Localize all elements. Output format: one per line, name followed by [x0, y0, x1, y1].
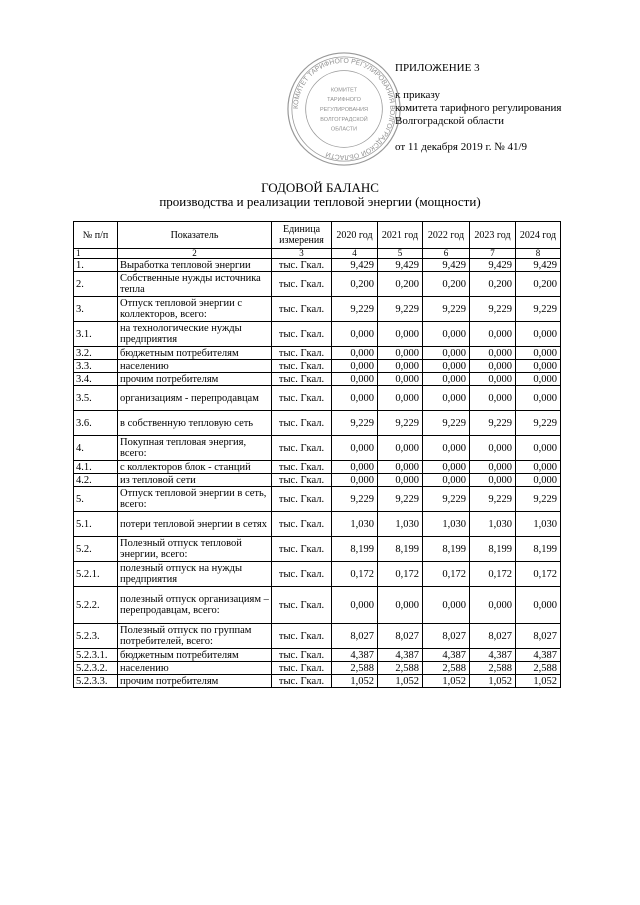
header-cell: 2024 год [516, 222, 561, 249]
row-value-cell: 2,588 [470, 662, 516, 675]
row-code-cell: 5.2.3.3. [74, 675, 118, 688]
row-unit-cell: тыс. Гкал. [272, 562, 332, 587]
row-value-cell: 2,588 [516, 662, 561, 675]
row-value-cell: 0,000 [516, 322, 561, 347]
row-value-cell: 1,052 [332, 675, 378, 688]
row-value-cell: 9,229 [470, 411, 516, 436]
row-value-cell: 9,229 [470, 487, 516, 512]
row-value-cell: 9,229 [378, 297, 423, 322]
row-value-cell: 0,172 [516, 562, 561, 587]
row-value-cell: 9,429 [516, 259, 561, 272]
index-cell: 5 [378, 249, 423, 259]
appendix-block [395, 62, 561, 154]
row-unit-cell: тыс. Гкал. [272, 373, 332, 386]
index-cell: 3 [272, 249, 332, 259]
row-unit-cell: тыс. Гкал. [272, 512, 332, 537]
row-value-cell: 0,200 [516, 272, 561, 297]
row-value-cell: 0,000 [423, 347, 470, 360]
row-code-cell: 4. [74, 436, 118, 461]
row-value-cell: 8,027 [332, 624, 378, 649]
row-value-cell: 9,229 [332, 411, 378, 436]
table-row [74, 487, 561, 512]
row-unit-cell: тыс. Гкал. [272, 487, 332, 512]
row-value-cell: 1,052 [378, 675, 423, 688]
table-row [74, 297, 561, 322]
row-value-cell: 0,000 [378, 373, 423, 386]
row-value-cell: 4,387 [378, 649, 423, 662]
row-value-cell: 8,199 [423, 537, 470, 562]
row-value-cell: 0,000 [423, 436, 470, 461]
row-value-cell: 8,027 [423, 624, 470, 649]
index-cell: 6 [423, 249, 470, 259]
row-value-cell: 4,387 [332, 649, 378, 662]
balance-table [73, 221, 561, 688]
row-name-cell: Выработка тепловой энергии [118, 259, 272, 272]
header-cell: 2021 год [378, 222, 423, 249]
index-cell: 7 [470, 249, 516, 259]
row-name-cell: потери тепловой энергии в сетях [118, 512, 272, 537]
row-unit-cell: тыс. Гкал. [272, 386, 332, 411]
header-cell: № п/п [74, 222, 118, 249]
table-body [74, 259, 561, 688]
row-code-cell: 5.2.3. [74, 624, 118, 649]
row-unit-cell: тыс. Гкал. [272, 461, 332, 474]
row-code-cell: 3.1. [74, 322, 118, 347]
row-value-cell: 2,588 [378, 662, 423, 675]
row-value-cell: 0,172 [470, 562, 516, 587]
document-subtitle: производства и реализации тепловой энергии (мощности) [159, 194, 481, 209]
row-value-cell: 9,229 [516, 411, 561, 436]
table-row [74, 662, 561, 675]
row-unit-cell: тыс. Гкал. [272, 624, 332, 649]
row-unit-cell: тыс. Гкал. [272, 587, 332, 624]
row-unit-cell: тыс. Гкал. [272, 474, 332, 487]
table-row [74, 474, 561, 487]
row-value-cell: 0,000 [378, 436, 423, 461]
row-value-cell: 0,172 [423, 562, 470, 587]
stamp-center-line: ОБЛАСТИ [330, 126, 358, 133]
row-code-cell: 2. [74, 272, 118, 297]
row-unit-cell: тыс. Гкал. [272, 537, 332, 562]
row-value-cell: 1,052 [516, 675, 561, 688]
row-code-cell: 5.2.2. [74, 587, 118, 624]
row-value-cell: 0,200 [378, 272, 423, 297]
row-value-cell: 0,000 [332, 386, 378, 411]
table-row [74, 624, 561, 649]
appendix-order-lines [395, 89, 561, 128]
row-value-cell: 0,000 [423, 360, 470, 373]
row-name-cell: прочим потребителям [118, 675, 272, 688]
row-value-cell: 4,387 [516, 649, 561, 662]
row-value-cell: 1,030 [332, 512, 378, 537]
table-row [74, 259, 561, 272]
row-value-cell: 0,000 [378, 347, 423, 360]
row-value-cell: 0,000 [332, 373, 378, 386]
table-row [74, 537, 561, 562]
header-cell: Единица измерения [272, 222, 332, 249]
row-name-cell: бюджетным потребителям [118, 649, 272, 662]
row-value-cell: 0,000 [378, 386, 423, 411]
row-value-cell: 0,000 [470, 474, 516, 487]
table-row [74, 562, 561, 587]
row-value-cell: 1,052 [470, 675, 516, 688]
row-code-cell: 3.3. [74, 360, 118, 373]
table-index-row [74, 249, 561, 259]
row-name-cell: Собственные нужды источника тепла [118, 272, 272, 297]
row-unit-cell: тыс. Гкал. [272, 259, 332, 272]
row-name-cell: бюджетным потребителям [118, 347, 272, 360]
row-value-cell: 9,229 [332, 487, 378, 512]
row-value-cell: 0,000 [378, 587, 423, 624]
row-value-cell: 0,000 [423, 322, 470, 347]
row-unit-cell: тыс. Гкал. [272, 272, 332, 297]
row-value-cell: 0,200 [332, 272, 378, 297]
row-unit-cell: тыс. Гкал. [272, 411, 332, 436]
row-value-cell: 0,000 [470, 347, 516, 360]
row-value-cell: 9,229 [332, 297, 378, 322]
row-code-cell: 5.2.3.2. [74, 662, 118, 675]
row-value-cell: 0,000 [332, 436, 378, 461]
row-value-cell: 0,000 [423, 386, 470, 411]
stamp-center-line: РЕГУЛИРОВАНИЯ [319, 106, 369, 113]
row-value-cell: 0,000 [516, 373, 561, 386]
row-value-cell: 2,588 [332, 662, 378, 675]
row-name-cell: Покупная тепловая энергия, всего: [118, 436, 272, 461]
row-value-cell: 0,000 [378, 322, 423, 347]
row-value-cell: 0,000 [332, 360, 378, 373]
table-row [74, 587, 561, 624]
table-row [74, 675, 561, 688]
row-unit-cell: тыс. Гкал. [272, 649, 332, 662]
row-value-cell: 0,000 [332, 461, 378, 474]
appendix-date: от 11 декабря 2019 г. № 41/9 [395, 141, 528, 153]
row-value-cell: 0,000 [423, 373, 470, 386]
header-cell: Показатель [118, 222, 272, 249]
row-code-cell: 4.2. [74, 474, 118, 487]
index-cell: 8 [516, 249, 561, 259]
row-value-cell: 0,000 [378, 360, 423, 373]
row-value-cell: 0,000 [378, 461, 423, 474]
row-value-cell: 0,000 [332, 474, 378, 487]
row-unit-cell: тыс. Гкал. [272, 297, 332, 322]
header-cell: 2022 год [423, 222, 470, 249]
row-value-cell: 0,200 [423, 272, 470, 297]
row-unit-cell: тыс. Гкал. [272, 347, 332, 360]
row-unit-cell: тыс. Гкал. [272, 675, 332, 688]
row-value-cell: 4,387 [470, 649, 516, 662]
row-code-cell: 3.5. [74, 386, 118, 411]
row-code-cell: 3.2. [74, 347, 118, 360]
table-row [74, 373, 561, 386]
row-code-cell: 1. [74, 259, 118, 272]
row-code-cell: 5.2. [74, 537, 118, 562]
row-unit-cell: тыс. Гкал. [272, 662, 332, 675]
index-cell: 1 [74, 249, 118, 259]
row-value-cell: 1,030 [423, 512, 470, 537]
row-value-cell: 0,000 [470, 360, 516, 373]
table-row [74, 322, 561, 347]
row-value-cell: 0,000 [516, 360, 561, 373]
row-value-cell: 9,429 [332, 259, 378, 272]
row-code-cell: 3.4. [74, 373, 118, 386]
row-unit-cell: тыс. Гкал. [272, 360, 332, 373]
row-name-cell: прочим потребителям [118, 373, 272, 386]
row-code-cell: 5.2.3.1. [74, 649, 118, 662]
row-name-cell: полезный отпуск организациям – перепродавцам, всего: [118, 587, 272, 624]
row-value-cell: 1,030 [470, 512, 516, 537]
row-name-cell: Полезный отпуск по группам потребителей, всего: [118, 624, 272, 649]
table-row [74, 436, 561, 461]
row-value-cell: 0,000 [516, 474, 561, 487]
row-value-cell: 9,229 [423, 297, 470, 322]
index-cell: 2 [118, 249, 272, 259]
header-cell: 2020 год [332, 222, 378, 249]
document-title: ГОДОВОЙ БАЛАНС [261, 180, 379, 195]
appendix-line: комитета тарифного регулирования [395, 102, 562, 114]
row-value-cell: 8,199 [516, 537, 561, 562]
row-name-cell: полезный отпуск на нужды предприятия [118, 562, 272, 587]
row-code-cell: 5.1. [74, 512, 118, 537]
row-code-cell: 3. [74, 297, 118, 322]
row-value-cell: 0,000 [423, 587, 470, 624]
index-cell: 4 [332, 249, 378, 259]
row-name-cell: Отпуск тепловой энергии в сеть, всего: [118, 487, 272, 512]
table-row [74, 411, 561, 436]
header-cell: 2023 год [470, 222, 516, 249]
row-value-cell: 9,229 [423, 487, 470, 512]
row-value-cell: 1,030 [516, 512, 561, 537]
row-code-cell: 3.6. [74, 411, 118, 436]
row-value-cell: 0,000 [423, 474, 470, 487]
row-value-cell: 8,199 [332, 537, 378, 562]
row-value-cell: 9,429 [470, 259, 516, 272]
row-value-cell: 0,000 [470, 386, 516, 411]
table-header-row [74, 222, 561, 249]
row-value-cell: 4,387 [423, 649, 470, 662]
row-value-cell: 0,000 [470, 322, 516, 347]
row-value-cell: 8,027 [516, 624, 561, 649]
table-row [74, 347, 561, 360]
appendix-line: к приказу [395, 89, 441, 101]
row-value-cell: 0,000 [423, 461, 470, 474]
row-name-cell: населению [118, 662, 272, 675]
row-value-cell: 0,000 [332, 347, 378, 360]
stamp-center-line: КОМИТЕТ [330, 87, 358, 94]
table-row [74, 360, 561, 373]
row-value-cell: 0,000 [516, 386, 561, 411]
row-value-cell: 2,588 [423, 662, 470, 675]
row-value-cell: 9,229 [470, 297, 516, 322]
appendix-title: ПРИЛОЖЕНИЕ 3 [395, 62, 480, 74]
row-value-cell: 8,199 [470, 537, 516, 562]
row-value-cell: 9,429 [378, 259, 423, 272]
row-value-cell: 0,000 [470, 436, 516, 461]
row-name-cell: из тепловой сети [118, 474, 272, 487]
row-code-cell: 5. [74, 487, 118, 512]
row-value-cell: 9,229 [516, 297, 561, 322]
row-name-cell: на технологические нужды предприятия [118, 322, 272, 347]
row-value-cell: 0,000 [470, 587, 516, 624]
row-value-cell: 0,000 [470, 373, 516, 386]
row-name-cell: с коллекторов блок - станций [118, 461, 272, 474]
row-value-cell: 0,172 [378, 562, 423, 587]
stamp-center-line: ТАРИФНОГО [327, 97, 361, 104]
table-row [74, 272, 561, 297]
row-name-cell: населению [118, 360, 272, 373]
table-row [74, 461, 561, 474]
row-value-cell: 0,000 [470, 461, 516, 474]
row-value-cell: 0,000 [516, 347, 561, 360]
row-value-cell: 8,199 [378, 537, 423, 562]
row-value-cell: 9,429 [423, 259, 470, 272]
row-name-cell: в собственную тепловую сеть [118, 411, 272, 436]
row-value-cell: 9,229 [378, 487, 423, 512]
row-value-cell: 0,172 [332, 562, 378, 587]
row-value-cell: 8,027 [378, 624, 423, 649]
stamp-ring-text: КОМИТЕТ ТАРИФНОГО РЕГУЛИРОВАНИЯ ВОЛГОГРАДСКОЙ ОБЛАСТИ [292, 57, 396, 161]
stamp-center-line: ВОЛГОГРАДСКОЙ [320, 116, 368, 123]
row-value-cell: 1,030 [378, 512, 423, 537]
seal-stamp-icon [285, 50, 403, 168]
row-value-cell: 0,000 [516, 436, 561, 461]
row-unit-cell: тыс. Гкал. [272, 322, 332, 347]
row-value-cell: 9,229 [378, 411, 423, 436]
row-name-cell: организациям - перепродавцам [118, 386, 272, 411]
row-name-cell: Отпуск тепловой энергии с коллекторов, всего: [118, 297, 272, 322]
row-value-cell: 9,229 [516, 487, 561, 512]
row-value-cell: 0,000 [516, 461, 561, 474]
row-value-cell: 9,229 [423, 411, 470, 436]
table-row [74, 649, 561, 662]
appendix-line: Волгоградской области [395, 115, 504, 127]
row-name-cell: Полезный отпуск тепловой энергии, всего: [118, 537, 272, 562]
row-value-cell: 0,200 [470, 272, 516, 297]
row-value-cell: 8,027 [470, 624, 516, 649]
row-value-cell: 0,000 [378, 474, 423, 487]
row-value-cell: 0,000 [516, 587, 561, 624]
row-value-cell: 1,052 [423, 675, 470, 688]
row-code-cell: 4.1. [74, 461, 118, 474]
table-row [74, 512, 561, 537]
row-value-cell: 0,000 [332, 587, 378, 624]
row-code-cell: 5.2.1. [74, 562, 118, 587]
table-row [74, 386, 561, 411]
row-unit-cell: тыс. Гкал. [272, 436, 332, 461]
row-value-cell: 0,000 [332, 322, 378, 347]
